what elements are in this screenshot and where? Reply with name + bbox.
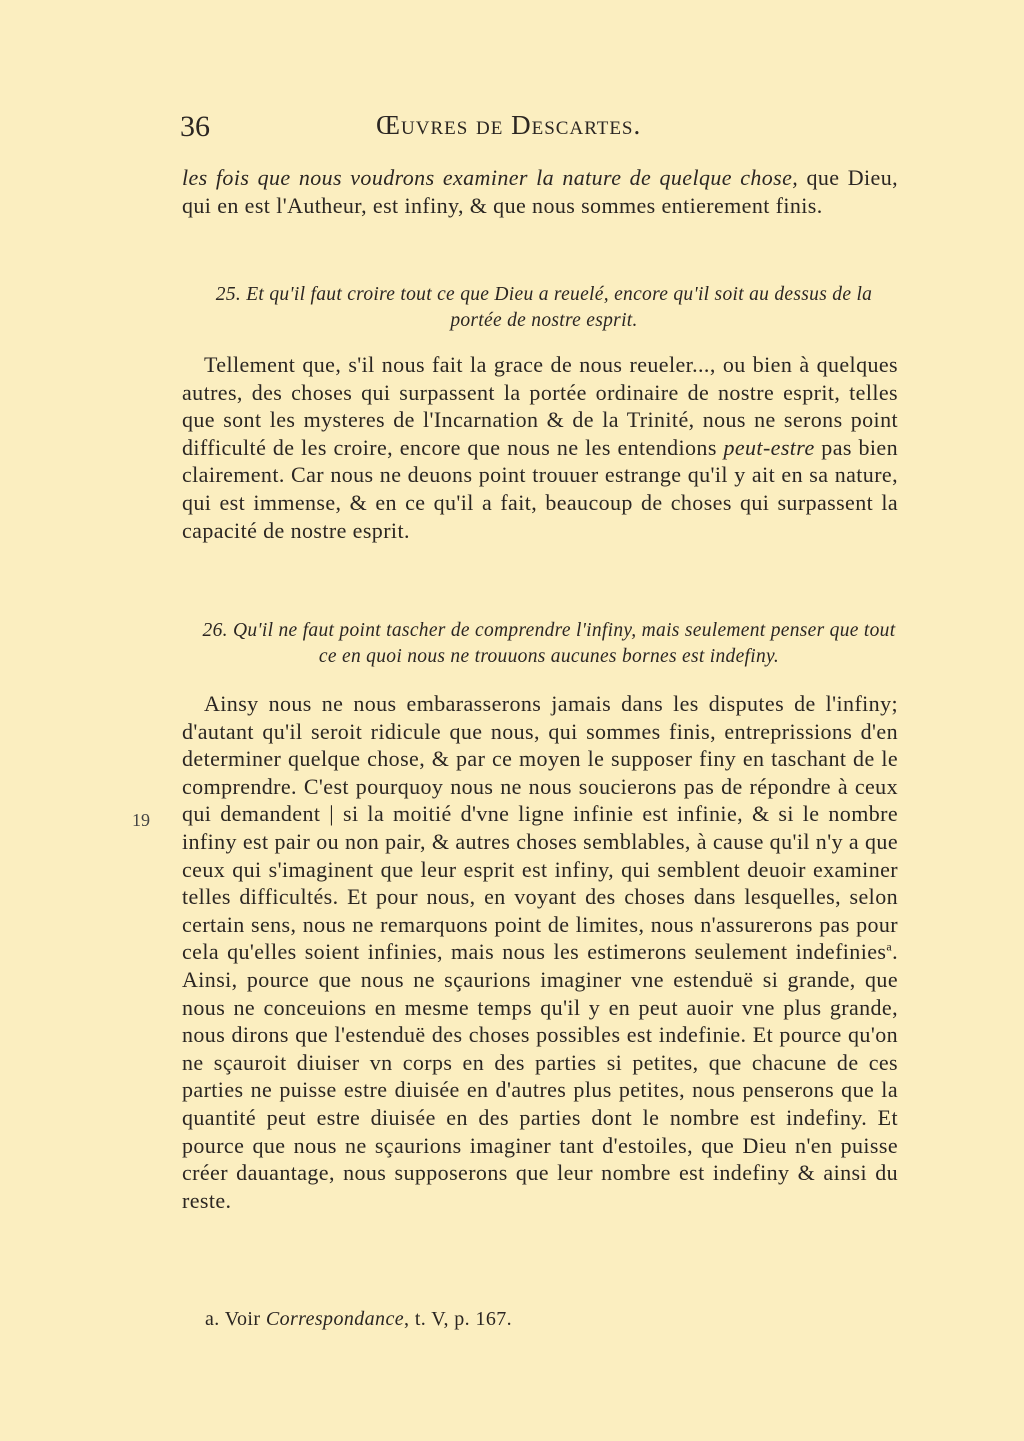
footnote-italic-title: Correspondance — [265, 1308, 405, 1330]
footnote-marker: a — [886, 940, 893, 955]
section-25-text-start: Tellement que, s'il nous fait la grace de nous reueler..., ou bien à quelques autres, des choses qui surpassent la portée ordinaire de nostre esprit, telles que sont les mysteres de l'Incarnation & de la Trinité, nous ne serons point difficulté de les croire, encore que nous ne les entendions — [182, 352, 898, 460]
page-header — [180, 110, 900, 150]
section-25-text-end: pas bien clairement. Car nous ne deuons point trouuer estrange qu'il y ait en sa nature, qui est immense, & en ce qu'il a fait, beaucoup de choses qui surpassent la capacité de nostre esprit. — [182, 434, 898, 543]
section-26-heading: 26. Qu'il ne faut point tascher de comprendre l'infiny, mais seulement penser que tout ce en quoi nous ne trouuons aucunes bornes est indefiny. — [202, 620, 896, 667]
section-25-heading: 25. Et qu'il faut croire tout ce que Dieu a reuelé, encore qu'il soit au dessus de la portée de nostre esprit. — [215, 284, 873, 331]
page-number: 36 — [180, 110, 210, 143]
section-26-text-start: Ainsy nous ne nous embarasserons jamais dans les disputes de l'infiny; d'autant qu'il seroit ridicule que nous, qui sommes finis, entreprissions d'en determiner quelque chose, & par ce moyen le supposer finy en taschant de le comprendre. C'est pourquoy nous ne nous soucierons pas de répondre à ceux qui demandent | si la moitié d'vne ligne infinie est infinie, & si le nombre infiny est pair ou non pair, & autres choses semblables, à cause qu'il n'y a que ceux qui s'imaginent que leur esprit est infiny, qui semblent deuoir examiner telles difficultés. Et pour nous, en voyant des choses dans lesquelles, selon certain sens, nous ne remarquons point de limites, nous n'assurerons pas pour cela qu'elles soient infinies, mais nous les estimerons seulement indefinies — [182, 691, 898, 965]
footnote-label: a. — [205, 1308, 220, 1330]
intro-italic-text: les fois que nous voudrons examiner la nature de quelque chose, — [182, 165, 799, 190]
margin-page-number: 19 — [132, 810, 150, 830]
intro-text: que Dieu, qui en est l'Autheur, est infiny, & que nous sommes entierement finis. — [182, 165, 898, 218]
footnote-prefix: Voir — [224, 1308, 266, 1330]
running-title: Œuvres de Descartes. — [376, 110, 642, 140]
intro-paragraph — [182, 164, 898, 219]
section-26-text-end: . Ainsi, pource que nous ne sçaurions imaginer vne estenduë si grande, que nous ne conceuions en mesme temps qu'il y en peut auoir vne plus grande, nous dirons que l'estenduë des choses possibles est indefinie. Et pource qu'on ne sçauroit diuiser vn corps en des parties si petites, que chacune de ces parties ne puisse estre diuisée en d'autres plus petites, nous penserons que la quantité peut estre diuisée en des parties dont le nombre est indefiny. Et pource que nous ne sçaurions imaginer tant d'estoiles, que Dieu n'en puisse créer dauantage, nous supposerons que leur nombre est indefiny & ainsi du reste. — [182, 939, 898, 1213]
footnote-suffix: , t. V, p. 167. — [404, 1308, 513, 1330]
section-26-body — [182, 690, 898, 1214]
section-25-body — [182, 351, 898, 544]
section-25-italic-word: peut-estre — [723, 434, 815, 460]
footnote — [205, 1308, 512, 1331]
